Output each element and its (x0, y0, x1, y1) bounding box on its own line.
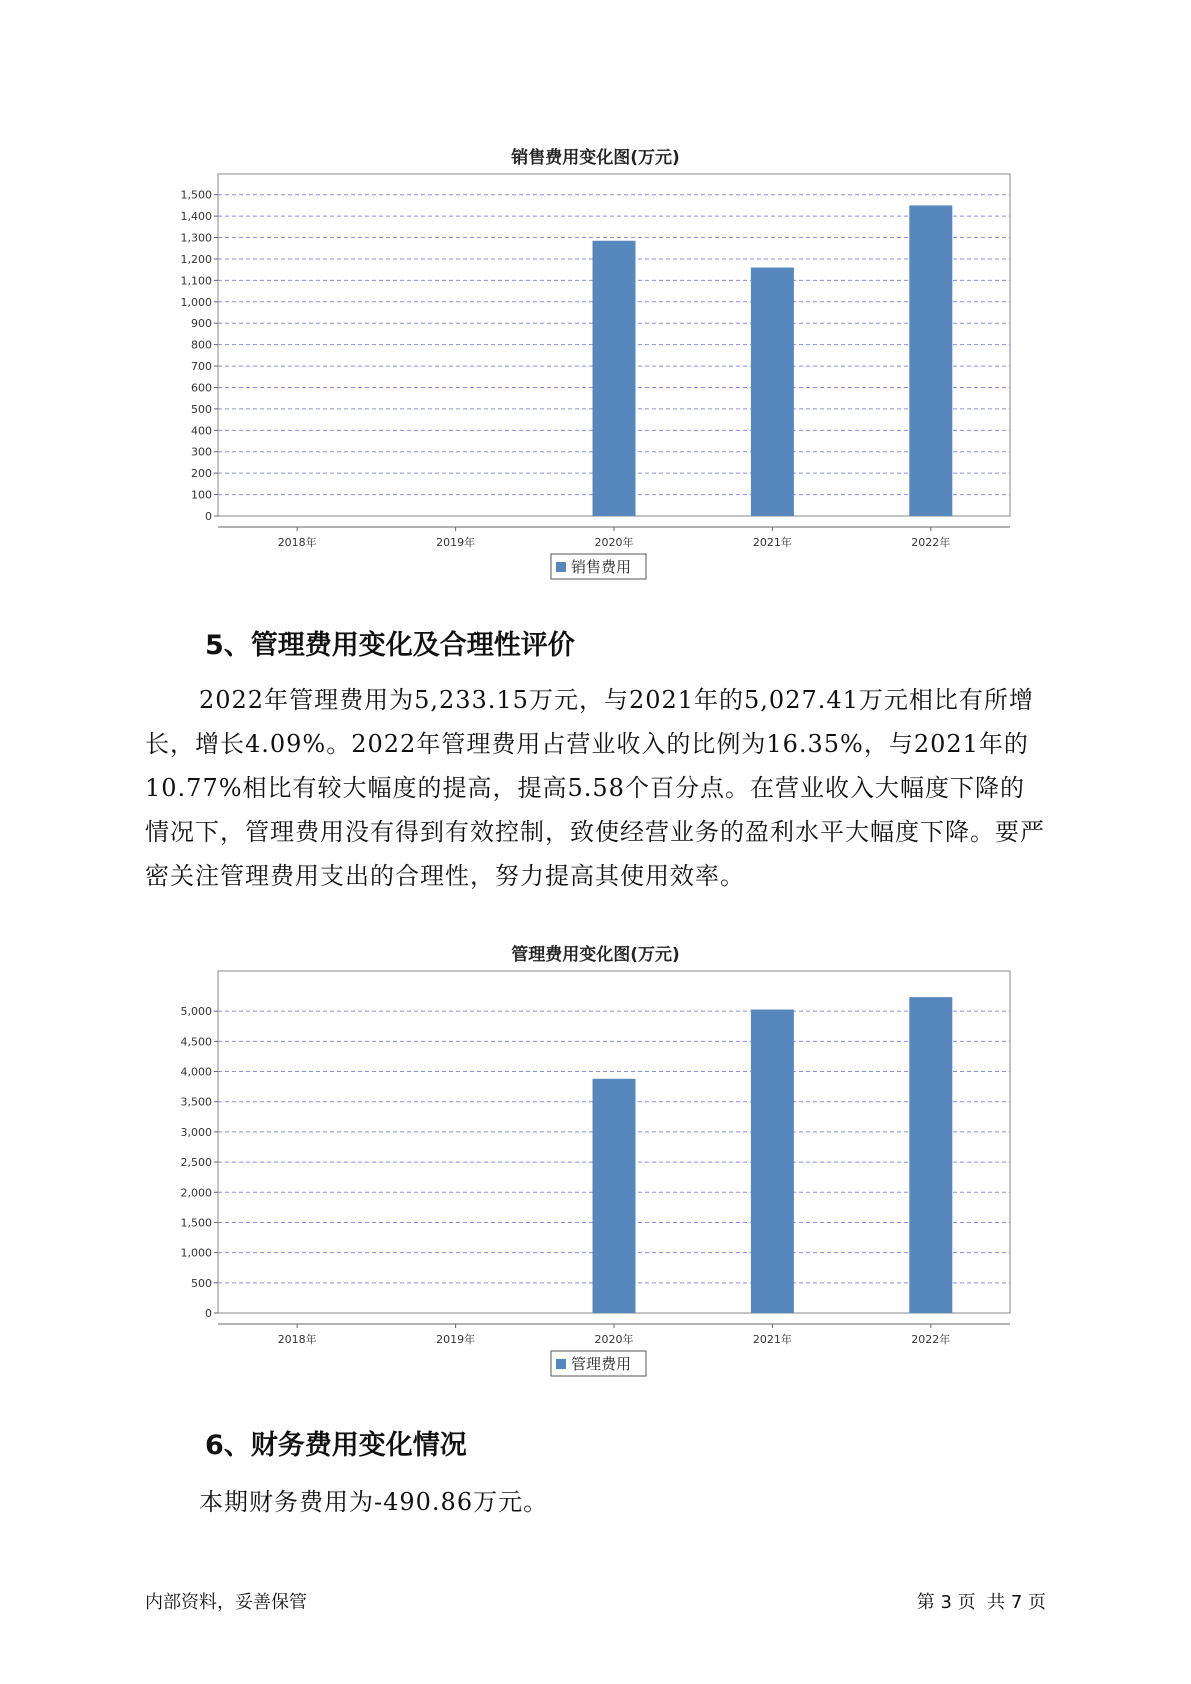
legend-label: 销售费用 (571, 558, 632, 576)
y-tick-label: 1,000 (180, 1246, 212, 1260)
sales-expense-bar-chart (0, 165, 1191, 595)
y-tick-label: 2,000 (180, 1186, 212, 1200)
y-tick-label: 1,500 (180, 188, 212, 202)
x-tick-label: 2020年 (594, 1333, 634, 1346)
y-tick-label: 1,500 (180, 1216, 212, 1230)
bar (751, 1010, 794, 1313)
y-tick-label: 4,000 (180, 1065, 212, 1079)
y-tick-label: 0 (205, 510, 212, 523)
section-heading-finance-expense: 6、财务费用变化情况 (205, 1430, 467, 1461)
management-expense-paragraph: 2022年管理费用为5,233.15万元，与2021年的5,027.41万元相比有所增长，增长4.09%。2022年管理费用占营业收入的比例为16.35%，与2021年的10.77%相比有较大幅度的提高，提高5.58个百分点。在营业收入大幅度下降的情况下，管理费用没有得到有效控制，致使经营业务的盈利水平大幅度下降。要严密关注管理费用支出的合理性，努力提高其使用效率。 (145, 686, 1045, 890)
legend-label: 管理费用 (571, 1355, 632, 1373)
y-tick-label: 200 (191, 467, 212, 481)
y-tick-label: 600 (191, 381, 212, 395)
y-tick-label: 0 (205, 1307, 212, 1320)
y-tick-label: 5,000 (180, 1005, 212, 1019)
bar (593, 241, 636, 516)
x-tick-label: 2022年 (911, 536, 951, 549)
bar (593, 1079, 636, 1313)
y-tick-label: 1,100 (180, 274, 212, 288)
y-tick-label: 2,500 (180, 1156, 212, 1170)
x-tick-label: 2018年 (277, 1333, 317, 1346)
x-tick-label: 2021年 (752, 536, 792, 549)
bar (909, 205, 952, 516)
legend-swatch (556, 562, 566, 572)
finance-expense-paragraph: 本期财务费用为-490.86万元。 (199, 1488, 549, 1516)
management-expense-bar-chart (0, 962, 1191, 1392)
x-tick-label: 2021年 (752, 1333, 792, 1346)
y-tick-label: 1,400 (180, 210, 212, 224)
x-tick-label: 2019年 (436, 536, 476, 549)
y-tick-label: 4,500 (180, 1035, 212, 1049)
y-tick-label: 900 (191, 317, 212, 331)
bar (751, 268, 794, 516)
y-tick-label: 300 (191, 445, 212, 459)
y-tick-label: 500 (191, 402, 212, 416)
section-heading-management-expense: 5、管理费用变化及合理性评价 (205, 630, 575, 661)
y-tick-label: 100 (191, 488, 212, 502)
y-tick-label: 1,000 (180, 295, 212, 309)
x-tick-label: 2022年 (911, 1333, 951, 1346)
y-tick-label: 500 (191, 1276, 212, 1290)
x-tick-label: 2020年 (594, 536, 634, 549)
y-tick-label: 800 (191, 338, 212, 352)
bar (909, 997, 952, 1313)
legend-swatch (556, 1359, 566, 1369)
y-tick-label: 3,000 (180, 1125, 212, 1139)
y-tick-label: 700 (191, 360, 212, 374)
y-tick-label: 1,300 (180, 231, 212, 245)
y-tick-label: 3,500 (180, 1095, 212, 1109)
chart-title-management-expense: 管理费用变化图(万元) (511, 945, 680, 965)
chart-title-sales-expense: 销售费用变化图(万元) (511, 148, 680, 168)
footer-page-number: 第 3 页 共 7 页 (916, 1592, 1046, 1613)
y-tick-label: 400 (191, 424, 212, 438)
x-tick-label: 2018年 (277, 536, 317, 549)
y-tick-label: 1,200 (180, 252, 212, 266)
footer-confidential-note: 内部资料，妥善保管 (145, 1592, 307, 1613)
x-tick-label: 2019年 (436, 1333, 476, 1346)
